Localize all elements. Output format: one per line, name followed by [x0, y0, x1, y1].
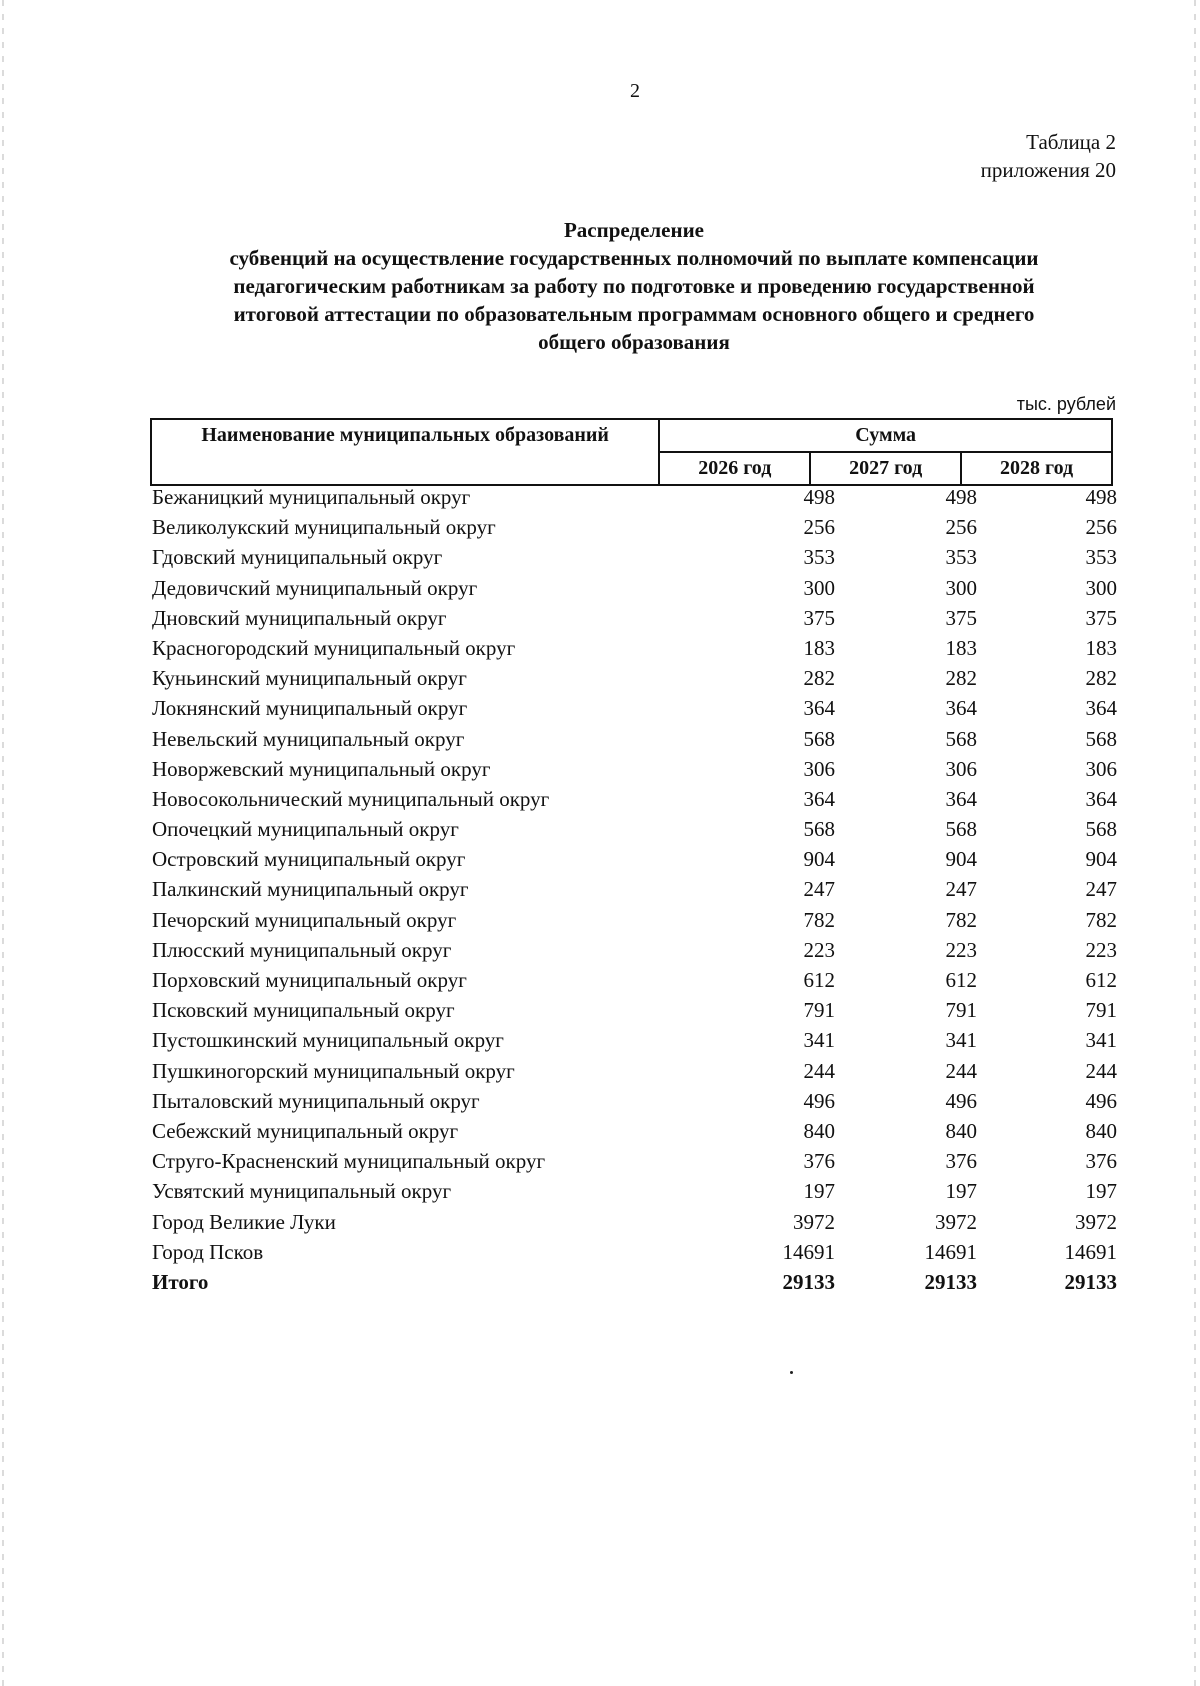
amount-2026: 496 — [803, 1088, 835, 1113]
table-row — [150, 663, 1117, 693]
table-row — [150, 603, 1117, 633]
total-row — [150, 1267, 1117, 1297]
amount-2028: 364 — [1085, 696, 1117, 721]
amount-2028: 840 — [1085, 1118, 1117, 1143]
amount-2027: 791 — [945, 998, 977, 1023]
amount-2027: 300 — [945, 575, 977, 600]
amount-2026: 840 — [803, 1118, 835, 1143]
municipality-name: Островский муниципальный округ — [152, 847, 466, 872]
table-reference-line-1: Таблица 2 — [1026, 130, 1116, 154]
amount-2028: 29133 — [1064, 1269, 1117, 1294]
amount-2026: 341 — [803, 1028, 835, 1053]
table-row — [150, 844, 1117, 874]
table-row — [150, 1116, 1117, 1146]
amount-2026: 3972 — [793, 1209, 835, 1234]
amount-2027: 197 — [945, 1179, 977, 1204]
title-line-4: итоговой аттестации по образовательным программам основного общего и среднего — [233, 302, 1035, 326]
municipality-name: Дедовичский муниципальный округ — [152, 575, 478, 600]
amount-2026: 282 — [803, 666, 835, 691]
municipality-name: Великолукский муниципальный округ — [152, 515, 496, 540]
municipality-name: Новоржевский муниципальный округ — [152, 756, 491, 781]
amount-2028: 568 — [1085, 726, 1117, 751]
amount-2026: 197 — [803, 1179, 835, 1204]
amount-2027: 568 — [945, 726, 977, 751]
municipality-name: Опочецкий муниципальный округ — [152, 817, 459, 842]
amount-2026: 568 — [803, 726, 835, 751]
amount-2026: 306 — [803, 756, 835, 781]
units-label: тыс. рублей — [1016, 394, 1116, 414]
amount-2026: 375 — [803, 605, 835, 630]
header-year-2026: 2026 год — [659, 452, 810, 485]
amount-2027: 306 — [945, 756, 977, 781]
table-row — [150, 1056, 1117, 1086]
amount-2027: 3972 — [935, 1209, 977, 1234]
title-line-1: Распределение — [563, 218, 705, 242]
municipality-name: Псковский муниципальный округ — [152, 998, 455, 1023]
amount-2026: 364 — [803, 786, 835, 811]
amount-2028: 223 — [1085, 937, 1117, 962]
header-sum-column: Сумма — [659, 419, 1112, 452]
amount-2026: 612 — [803, 968, 835, 992]
amount-2027: 375 — [945, 605, 977, 630]
amount-2027: 376 — [945, 1149, 977, 1174]
municipality-name: Плюсский муниципальный округ — [152, 937, 452, 962]
municipality-name: Бежаницкий муниципальный округ — [152, 485, 471, 509]
amount-2028: 782 — [1085, 907, 1117, 932]
amount-2027: 341 — [945, 1028, 977, 1053]
municipality-name: Итого — [152, 1269, 209, 1294]
scan-edge-left — [2, 0, 4, 1686]
amount-2027: 223 — [945, 937, 977, 962]
table-row — [150, 1176, 1117, 1206]
table-row — [150, 542, 1117, 572]
amount-2026: 14691 — [782, 1239, 835, 1264]
amount-2028: 14691 — [1064, 1239, 1117, 1264]
amount-2027: 364 — [945, 786, 977, 811]
amount-2027: 612 — [945, 968, 977, 992]
header-name-column: Наименование муниципальных образований — [151, 419, 659, 485]
amount-2028: 496 — [1085, 1088, 1117, 1113]
amount-2028: 612 — [1085, 968, 1117, 992]
amount-2028: 244 — [1085, 1058, 1117, 1083]
amount-2026: 256 — [803, 515, 835, 540]
municipality-name: Город Псков — [152, 1239, 264, 1264]
amount-2028: 791 — [1085, 998, 1117, 1023]
document-title — [150, 216, 1118, 356]
amount-2027: 364 — [945, 696, 977, 721]
municipality-name: Локнянский муниципальный округ — [152, 696, 468, 721]
amount-2028: 364 — [1085, 786, 1117, 811]
amount-2027: 353 — [945, 545, 977, 570]
municipality-name: Невельский муниципальный округ — [152, 726, 465, 751]
amount-2027: 14691 — [924, 1239, 977, 1264]
amount-2026: 244 — [803, 1058, 835, 1083]
amount-2027: 568 — [945, 817, 977, 842]
amount-2026: 183 — [803, 635, 835, 660]
table-row — [150, 573, 1117, 603]
amount-2028: 183 — [1085, 635, 1117, 660]
table-row — [150, 1237, 1117, 1267]
amount-2028: 197 — [1085, 1179, 1117, 1204]
title-line-3: педагогическим работникам за работу по подготовке и проведению государственной — [233, 274, 1035, 298]
municipality-name: Город Великие Луки — [152, 1209, 336, 1234]
scan-edge-right — [1194, 0, 1196, 1686]
amount-2027: 244 — [945, 1058, 977, 1083]
amount-2028: 247 — [1085, 877, 1117, 902]
amount-2028: 3972 — [1075, 1209, 1117, 1234]
table-row — [150, 874, 1117, 904]
amount-2028: 256 — [1085, 515, 1117, 540]
amount-2027: 498 — [945, 485, 977, 509]
amount-2026: 498 — [803, 485, 835, 509]
table-header — [150, 418, 1113, 486]
amount-2026: 223 — [803, 937, 835, 962]
amount-2027: 496 — [945, 1088, 977, 1113]
amount-2026: 353 — [803, 545, 835, 570]
amount-2028: 498 — [1085, 485, 1117, 509]
table-row — [150, 754, 1117, 784]
amount-2027: 840 — [945, 1118, 977, 1143]
municipality-name: Дновский муниципальный округ — [152, 605, 447, 630]
municipality-name: Гдовский муниципальный округ — [152, 545, 443, 570]
header-year-2028: 2028 год — [961, 452, 1112, 485]
amount-2026: 782 — [803, 907, 835, 932]
table-row — [150, 814, 1117, 844]
amount-2026: 376 — [803, 1149, 835, 1174]
amount-2026: 904 — [803, 847, 835, 872]
municipality-name: Усвятский муниципальный округ — [152, 1179, 452, 1204]
table-body — [150, 482, 1117, 1297]
amount-2027: 29133 — [924, 1269, 977, 1294]
table-row — [150, 633, 1117, 663]
municipality-name: Красногородский муниципальный округ — [152, 635, 516, 660]
stray-mark — [790, 1371, 793, 1374]
table-row — [150, 965, 1117, 995]
municipality-name: Себежский муниципальный округ — [152, 1118, 459, 1143]
amount-2027: 782 — [945, 907, 977, 932]
table-row — [150, 995, 1117, 1025]
amount-2028: 904 — [1085, 847, 1117, 872]
table-row — [150, 784, 1117, 814]
amount-2028: 375 — [1085, 605, 1117, 630]
page-number: 2 — [630, 80, 640, 102]
amount-2026: 364 — [803, 696, 835, 721]
amount-2026: 300 — [803, 575, 835, 600]
amount-2026: 791 — [803, 998, 835, 1023]
municipality-name: Палкинский муниципальный округ — [152, 877, 469, 902]
table-row — [150, 482, 1117, 512]
table-row — [150, 1086, 1117, 1116]
amount-2028: 306 — [1085, 756, 1117, 781]
amount-2027: 256 — [945, 515, 977, 540]
municipality-name: Пушкиногорский муниципальный округ — [152, 1058, 515, 1083]
table-reference — [981, 128, 1116, 184]
municipality-name: Порховский муниципальный округ — [152, 968, 467, 992]
amount-2026: 247 — [803, 877, 835, 902]
table-row — [150, 1207, 1117, 1237]
amount-2026: 568 — [803, 817, 835, 842]
municipality-name: Струго-Красненский муниципальный округ — [152, 1149, 546, 1174]
table-row — [150, 724, 1117, 754]
amount-2028: 282 — [1085, 666, 1117, 691]
amount-2028: 300 — [1085, 575, 1117, 600]
title-line-5: общего образования — [538, 330, 730, 354]
amount-2028: 376 — [1085, 1149, 1117, 1174]
title-line-2: субвенций на осуществление государственных полномочий по выплате компенсации — [229, 246, 1039, 270]
amount-2026: 29133 — [782, 1269, 835, 1294]
amount-2028: 568 — [1085, 817, 1117, 842]
municipality-name: Куньинский муниципальный округ — [152, 666, 467, 691]
municipality-name: Пыталовский муниципальный округ — [152, 1088, 480, 1113]
amount-2027: 282 — [945, 666, 977, 691]
amount-2028: 353 — [1085, 545, 1117, 570]
header-year-2027: 2027 год — [810, 452, 961, 485]
amount-2027: 183 — [945, 635, 977, 660]
table-row — [150, 1025, 1117, 1055]
amount-2027: 247 — [945, 877, 977, 902]
amount-2027: 904 — [945, 847, 977, 872]
municipality-name: Печорский муниципальный округ — [152, 907, 457, 932]
table-row — [150, 935, 1117, 965]
table-row — [150, 1146, 1117, 1176]
table-row — [150, 905, 1117, 935]
amount-2028: 341 — [1085, 1028, 1117, 1053]
municipality-name: Новосокольнический муниципальный округ — [152, 786, 550, 811]
table-row — [150, 693, 1117, 723]
table-row — [150, 512, 1117, 542]
table-reference-line-2: приложения 20 — [980, 158, 1116, 182]
municipality-name: Пустошкинский муниципальный округ — [152, 1028, 504, 1053]
